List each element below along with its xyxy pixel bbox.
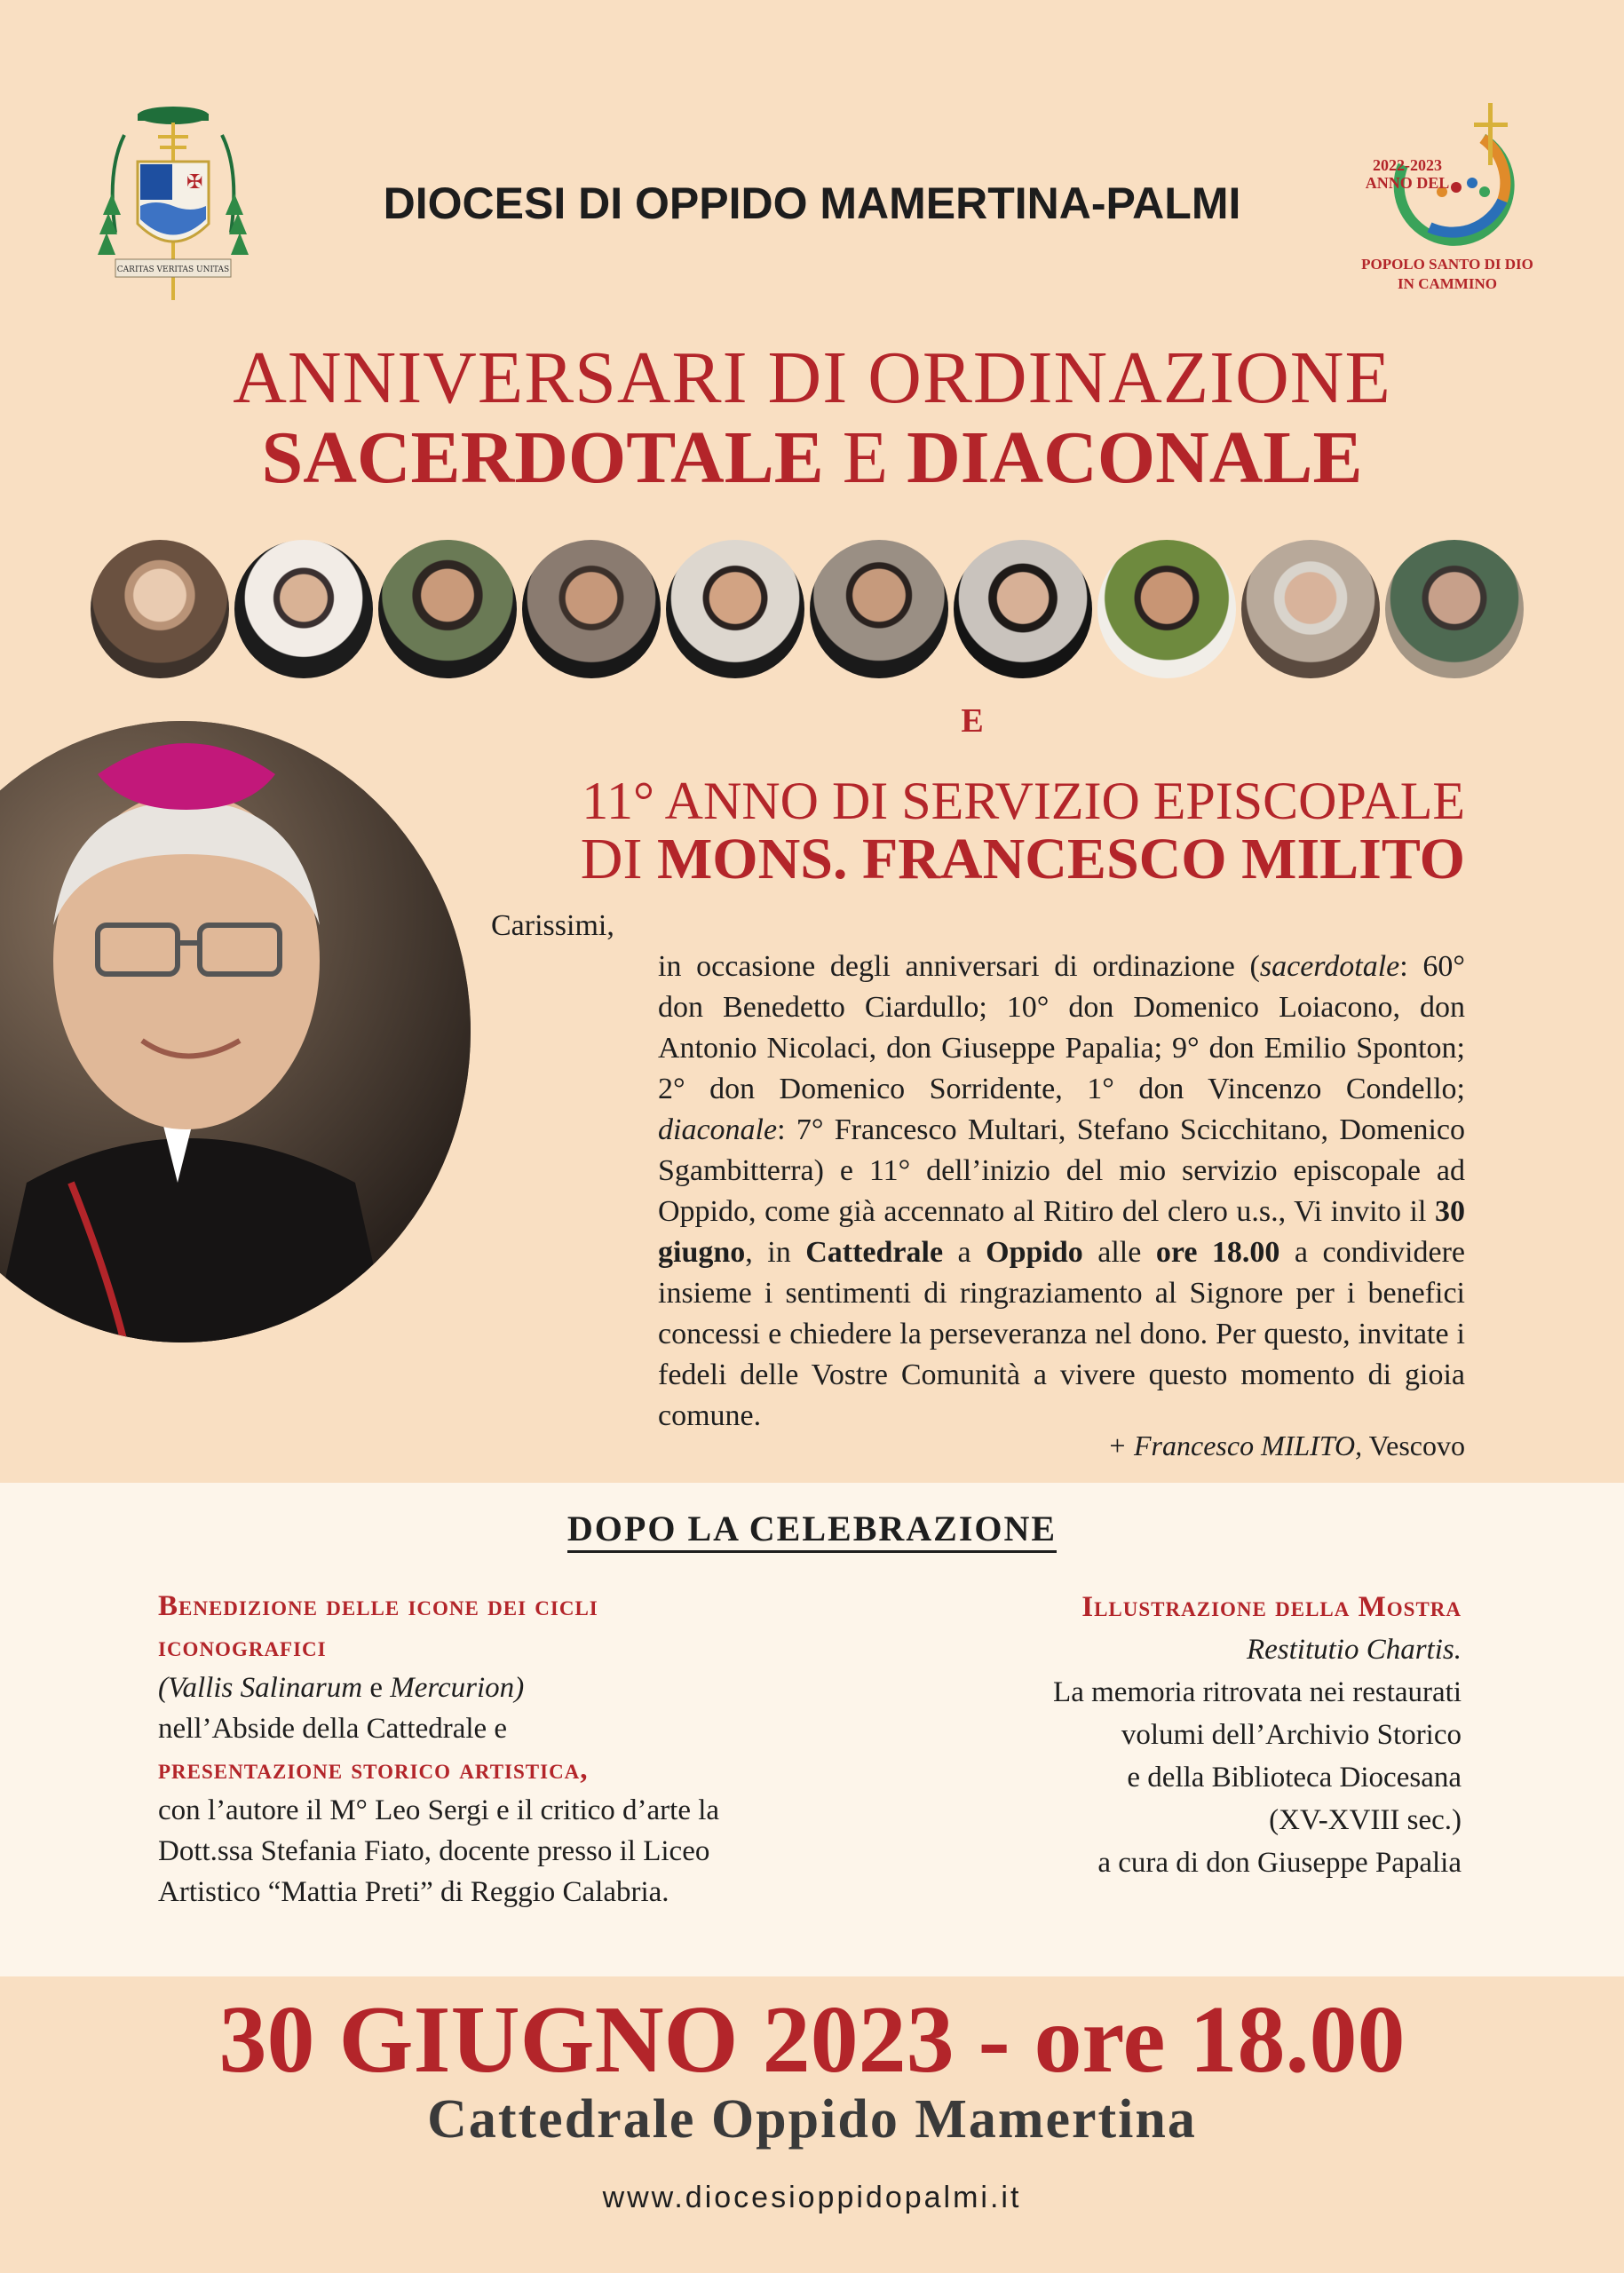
subtitle-line-2	[462, 826, 1465, 893]
invitation-letter	[491, 906, 1465, 1437]
left-heading-1: Benedizione delle icone dei cicli iconografici	[158, 1590, 598, 1663]
right-line-1: La memoria ritrovata nei restaurati	[1053, 1676, 1462, 1708]
paren: (	[158, 1672, 168, 1704]
letter-greeting: Carissimi,	[491, 909, 614, 942]
letter-italic: sacerdotale	[1259, 950, 1400, 983]
letter-text: : 60° don Benedetto Ciardullo; 10° don Domenico Loiacono, don Antonio Nicolaci, don Giuseppe Papalia; 9° don Emilio Sponton; 2° don Domenico Sorridente, 1° don Vincenzo Condello;	[658, 950, 1465, 1105]
letter-text: a	[943, 1236, 986, 1269]
portrait-8	[1097, 540, 1236, 678]
crest-motto: CARITAS VERITAS UNITAS	[116, 265, 230, 274]
letter-body	[491, 946, 1465, 1437]
subtitle-prefix: DI	[580, 827, 643, 891]
after-celebration-title	[0, 1508, 1624, 1549]
portrait-1	[91, 540, 229, 678]
after-title-text: DOPO LA CELEBRAZIONE	[567, 1509, 1057, 1553]
portrait-3	[378, 540, 517, 678]
right-heading: Illustrazione della Mostra	[1081, 1591, 1462, 1623]
main-title-line-2	[0, 416, 1624, 501]
event-place: Cattedrale Oppido Mamertina	[427, 2089, 1197, 2150]
jubilee-years: 2022-2023	[1373, 156, 1442, 174]
and: e	[362, 1672, 391, 1704]
portrait-4	[522, 540, 661, 678]
left-icons-names	[158, 1667, 762, 1708]
portrait-10	[1385, 540, 1524, 678]
title-word-diaconale: DIACONALE	[907, 416, 1363, 499]
exhibit-title: Restitutio Chartis.	[1246, 1634, 1462, 1666]
portrait-2	[234, 540, 373, 678]
title-word-sacerdotale: SACERDOTALE	[261, 416, 824, 499]
subtitle-line-1: 11° ANNO DI SERVIZIO EPISCOPALE	[582, 772, 1465, 830]
bishop-photo	[0, 721, 471, 1342]
letter-bold: ore 18.00	[1155, 1236, 1280, 1269]
event-date: 30 GIUGNO 2023 - ore 18.00	[218, 1987, 1406, 2093]
right-program	[799, 1586, 1462, 1884]
jubilee-year-label: ANNO DEL	[1365, 174, 1450, 192]
right-line-4: (XV-XVIII sec.)	[1269, 1804, 1462, 1836]
jubilee-caption-2: IN CAMMINO	[1398, 275, 1497, 292]
diocese-title: DIOCESI DI OPPIDO MAMERTINA-PALMI	[383, 178, 1241, 228]
letter-text: in occasione degli anniversari di ordinazione (	[658, 950, 1260, 983]
right-line-2: volumi dell’Archivio Storico	[1121, 1719, 1462, 1751]
letter-text: alle	[1082, 1236, 1156, 1269]
letter-bold: Cattedrale	[805, 1236, 944, 1269]
letter-text: : 7° Francesco Multari, Stefano Scicchitano, Domenico Sgambitterra) e 11° dell’inizio del mio servizio episcopale ad Oppido, come già accennato al Ritiro del clero u.s., Vi invito il	[658, 1113, 1465, 1228]
right-line-5: a cura di don Giuseppe Papalia	[1097, 1847, 1462, 1879]
main-title-line-1: ANNIVERSARI DI ORDINAZIONE	[233, 337, 1391, 419]
signature-role: Vescovo	[1362, 1430, 1465, 1461]
portrait-6	[810, 540, 948, 678]
letter-text: a condividere insieme i sentimenti di ringraziamento al Signore per i benefici concessi e chiedere la perseveranza nel dono. Per questo, invitate i fedeli delle Vostre Comunità a vivere questo momento di gioia comune.	[658, 1236, 1465, 1432]
svg-text:✠: ✠	[186, 171, 203, 194]
letter-bold: 30 giugno	[658, 1195, 1465, 1269]
title-conj: E	[842, 416, 889, 499]
icon-cycle-2: Mercurion	[390, 1672, 515, 1704]
left-program	[158, 1586, 762, 1913]
left-heading-2: presentazione storico artistica,	[158, 1754, 589, 1786]
jubilee-logo	[1350, 103, 1545, 298]
conjunction-e: E	[961, 702, 984, 740]
portrait-7	[954, 540, 1092, 678]
icon-cycle-1: Vallis Salinarum	[168, 1672, 363, 1704]
portrait-5	[666, 540, 804, 678]
letter-italic: diaconale	[658, 1113, 778, 1146]
paren: )	[514, 1672, 525, 1704]
left-line-2: con l’autore il M° Leo Sergi e il critico d’arte la Dott.ssa Stefania Fiato, docente presso il Liceo Artistico “Mattia Preti” di Reggio Calabria.	[158, 1794, 720, 1908]
signature-name: + Francesco MILITO,	[1107, 1430, 1363, 1461]
signature	[491, 1430, 1465, 1462]
letter-text: , in	[745, 1236, 806, 1269]
jubilee-caption-1: POPOLO SANTO DI DIO	[1361, 256, 1533, 273]
right-line-3: e della Biblioteca Diocesana	[1127, 1762, 1462, 1794]
portrait-9	[1241, 540, 1380, 678]
left-line-1: nell’Abside della Cattedrale e	[158, 1713, 508, 1745]
bishop-name: MONS. FRANCESCO MILITO	[656, 827, 1465, 891]
letter-bold: Oppido	[986, 1236, 1083, 1269]
website-link[interactable]: www.diocesioppidopalmi.it	[602, 2181, 1022, 2214]
